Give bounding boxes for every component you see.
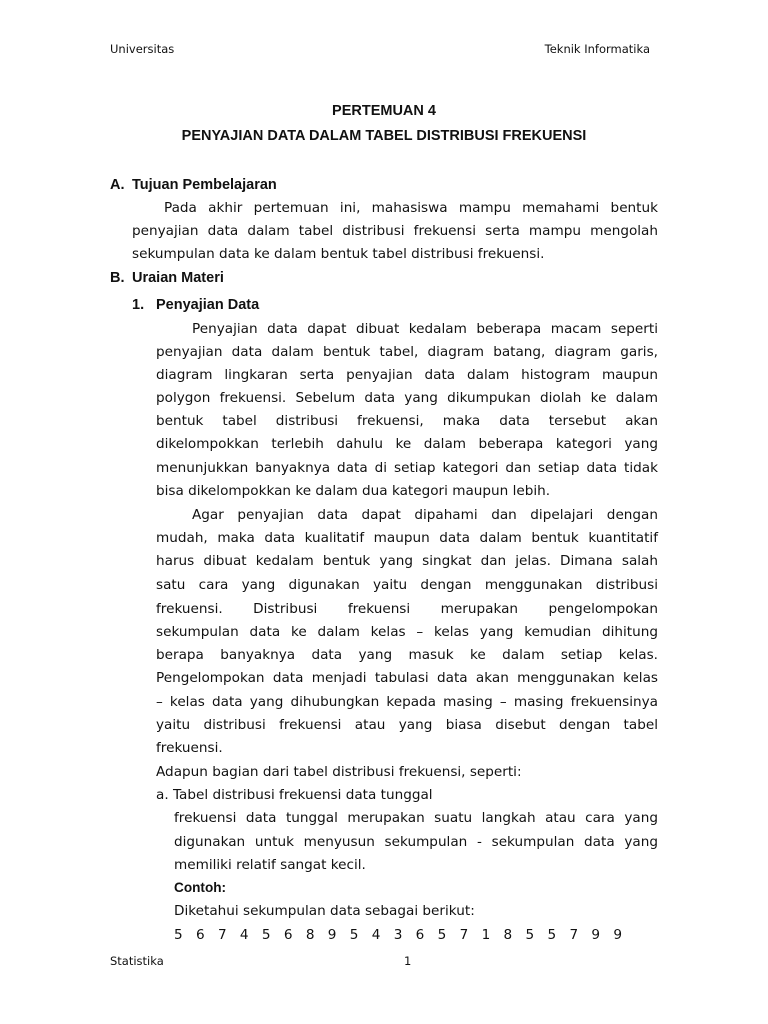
paragraph-line: digunakan untuk menyusun sekumpulan - sekumpulan data yang bbox=[174, 834, 658, 850]
section-b-heading bbox=[110, 269, 224, 287]
paragraph-line: menunjukkan banyaknya data di setiap kategori dan setiap data tidak bbox=[156, 460, 658, 476]
list-item-a: a. Tabel distribusi frekuensi data tunggal bbox=[156, 787, 433, 803]
paragraph-line: bentuk tabel distribusi frekuensi, maka data tersebut akan bbox=[156, 413, 658, 429]
page-number: 1 bbox=[404, 954, 412, 968]
paragraph-line: sekumpulan data ke dalam bentuk tabel distribusi frekuensi. bbox=[132, 246, 545, 262]
list-intro: Adapun bagian dari tabel distribusi frekuensi, seperti: bbox=[156, 764, 522, 780]
paragraph-line: diagram lingkaran serta penyajian data dalam histogram maupun bbox=[156, 367, 658, 383]
paragraph-line: bisa dikelompokkan ke dalam dua kategori maupun lebih. bbox=[156, 483, 551, 499]
subsection-1-heading bbox=[132, 296, 259, 314]
paragraph-line: berapa banyaknya data yang masuk ke dalam setiap kelas. bbox=[156, 647, 658, 663]
example-text: Diketahui sekumpulan data sebagai berikut: bbox=[174, 903, 475, 919]
section-a-heading bbox=[110, 176, 277, 194]
section-b-title: Uraian Materi bbox=[132, 270, 224, 286]
section-a-label: A. bbox=[110, 177, 125, 193]
example-label: Contoh: bbox=[174, 880, 227, 895]
paragraph-line: penyajian data dalam tabel distribusi frekuensi serta mampu mengolah bbox=[132, 223, 658, 239]
paragraph-line: Pengelompokan data menjadi tabulasi data akan menggunakan kelas bbox=[156, 670, 658, 686]
page-title: PERTEMUAN 4 bbox=[332, 103, 436, 119]
paragraph-line: dikelompokkan terlebih dahulu ke dalam beberapa kategori yang bbox=[156, 436, 658, 452]
footer-course: Statistika bbox=[110, 954, 164, 968]
subsection-1-title: Penyajian Data bbox=[156, 297, 260, 313]
paragraph-line: Agar penyajian data dapat dipahami dan dipelajari dengan bbox=[192, 507, 658, 523]
paragraph-line: – kelas data yang dihubungkan kepada masing – masing frekuensinya bbox=[156, 694, 658, 710]
paragraph-line: yaitu distribusi frekuensi atau yang biasa disebut dengan tabel bbox=[156, 717, 658, 733]
page-subtitle: PENYAJIAN DATA DALAM TABEL DISTRIBUSI FREKUENSI bbox=[181, 128, 587, 144]
paragraph-line: frekuensi. bbox=[156, 740, 223, 756]
paragraph-line: Penyajian data dapat dibuat kedalam beberapa macam seperti bbox=[192, 321, 658, 337]
paragraph-line: mudah, maka data kualitatif maupun data dalam bentuk kuantitatif bbox=[156, 530, 658, 546]
example-data-values: 5 6 7 4 5 6 8 9 5 4 3 6 5 7 1 8 5 5 7 9 9 bbox=[174, 927, 626, 943]
header-department: Teknik Informatika bbox=[544, 42, 650, 56]
paragraph-line: penyajian data dalam bentuk tabel, diagram batang, diagram garis, bbox=[156, 344, 658, 360]
paragraph-line: frekuensi. Distribusi frekuensi merupakan pengelompokan bbox=[156, 601, 658, 617]
paragraph-line: Pada akhir pertemuan ini, mahasiswa mampu memahami bentuk bbox=[164, 200, 658, 216]
paragraph-line: memiliki relatif sangat kecil. bbox=[174, 857, 366, 873]
paragraph-line: sekumpulan data ke dalam kelas – kelas yang kemudian dihitung bbox=[156, 624, 658, 640]
section-b-label: B. bbox=[110, 270, 125, 286]
paragraph-line: frekuensi data tunggal merupakan suatu langkah atau cara yang bbox=[174, 810, 658, 826]
paragraph-line: satu cara yang digunakan yaitu dengan menggunakan distribusi bbox=[156, 577, 658, 593]
subsection-1-label: 1. bbox=[132, 297, 145, 313]
section-a-title: Tujuan Pembelajaran bbox=[132, 177, 277, 193]
header-university: Universitas bbox=[110, 42, 175, 56]
paragraph-line: harus dibuat kedalam bentuk yang singkat dan jelas. Dimana salah bbox=[156, 553, 658, 569]
paragraph-line: polygon frekuensi. Sebelum data yang dikumpukan diolah ke dalam bbox=[156, 390, 658, 406]
